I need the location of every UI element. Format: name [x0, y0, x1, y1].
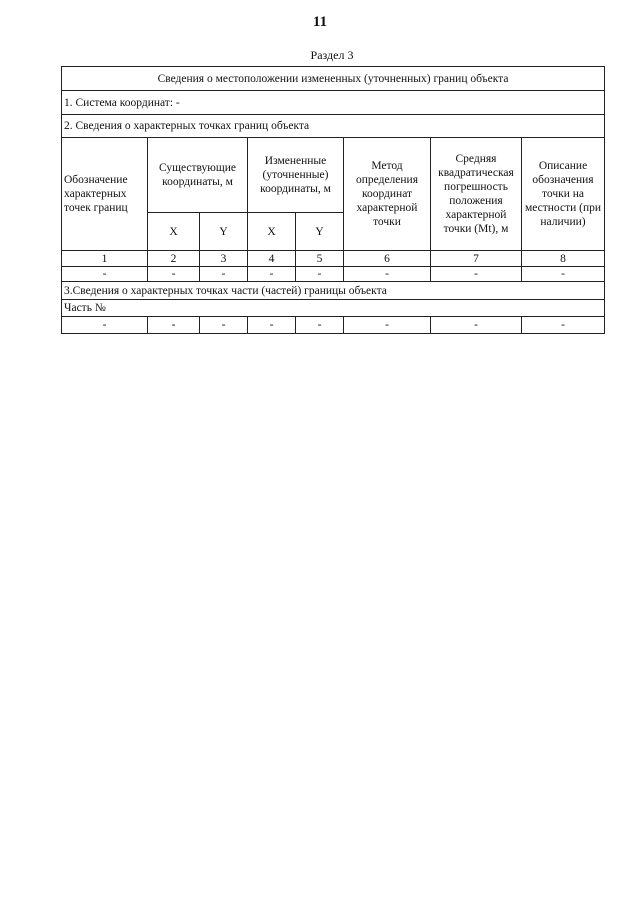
parts-heading: 3.Сведения о характерных точках части (частей) границы объекта: [62, 282, 605, 300]
column-number: 3: [200, 251, 248, 267]
column-number: 1: [62, 251, 148, 267]
page-number: 11: [312, 14, 328, 30]
table-cell: -: [522, 267, 605, 282]
header-y-existing: Y: [200, 213, 248, 251]
header-error: Средняя квадратическая погрешность положения характерной точки (Mt), м: [431, 138, 522, 251]
column-numbers-row: [62, 251, 605, 267]
part-number-label: Часть №: [62, 300, 605, 317]
table-cell: -: [148, 267, 200, 282]
boundary-points-table: [61, 66, 605, 334]
table-title: Сведения о местоположении измененных (уточненных) границ объекта: [62, 67, 605, 91]
column-number: 4: [248, 251, 296, 267]
points-heading: 2. Сведения о характерных точках границ объекта: [62, 115, 605, 138]
column-number: 5: [296, 251, 344, 267]
header-existing-coords: Существующие координаты, м: [148, 138, 248, 213]
table-row: [62, 267, 605, 282]
table-cell: -: [431, 267, 522, 282]
table-cell: -: [344, 267, 431, 282]
table-cell: -: [296, 267, 344, 282]
table-cell: -: [62, 267, 148, 282]
section-label: Раздел 3: [310, 48, 354, 62]
table-cell: -: [344, 317, 431, 334]
table-cell: -: [248, 267, 296, 282]
header-x-changed: X: [248, 213, 296, 251]
header-y-changed: Y: [296, 213, 344, 251]
header-designation: Обозначение характерных точек границ: [62, 138, 148, 251]
table-cell: -: [431, 317, 522, 334]
header-changed-coords: Измененные (уточненные) координаты, м: [248, 138, 344, 213]
table-cell: -: [148, 317, 200, 334]
table-cell: -: [200, 267, 248, 282]
header-method: Метод определения координат характерной точки: [344, 138, 431, 251]
coordinate-system: 1. Система координат: -: [62, 91, 605, 115]
column-number: 6: [344, 251, 431, 267]
header-description: Описание обозначения точки на местности (при наличии): [522, 138, 605, 251]
column-number: 2: [148, 251, 200, 267]
table-cell: -: [522, 317, 605, 334]
table-cell: -: [248, 317, 296, 334]
table-row: [62, 317, 605, 334]
column-number: 7: [431, 251, 522, 267]
column-number: 8: [522, 251, 605, 267]
header-x-existing: X: [148, 213, 200, 251]
table-cell: -: [62, 317, 148, 334]
table-cell: -: [200, 317, 248, 334]
table-cell: -: [296, 317, 344, 334]
